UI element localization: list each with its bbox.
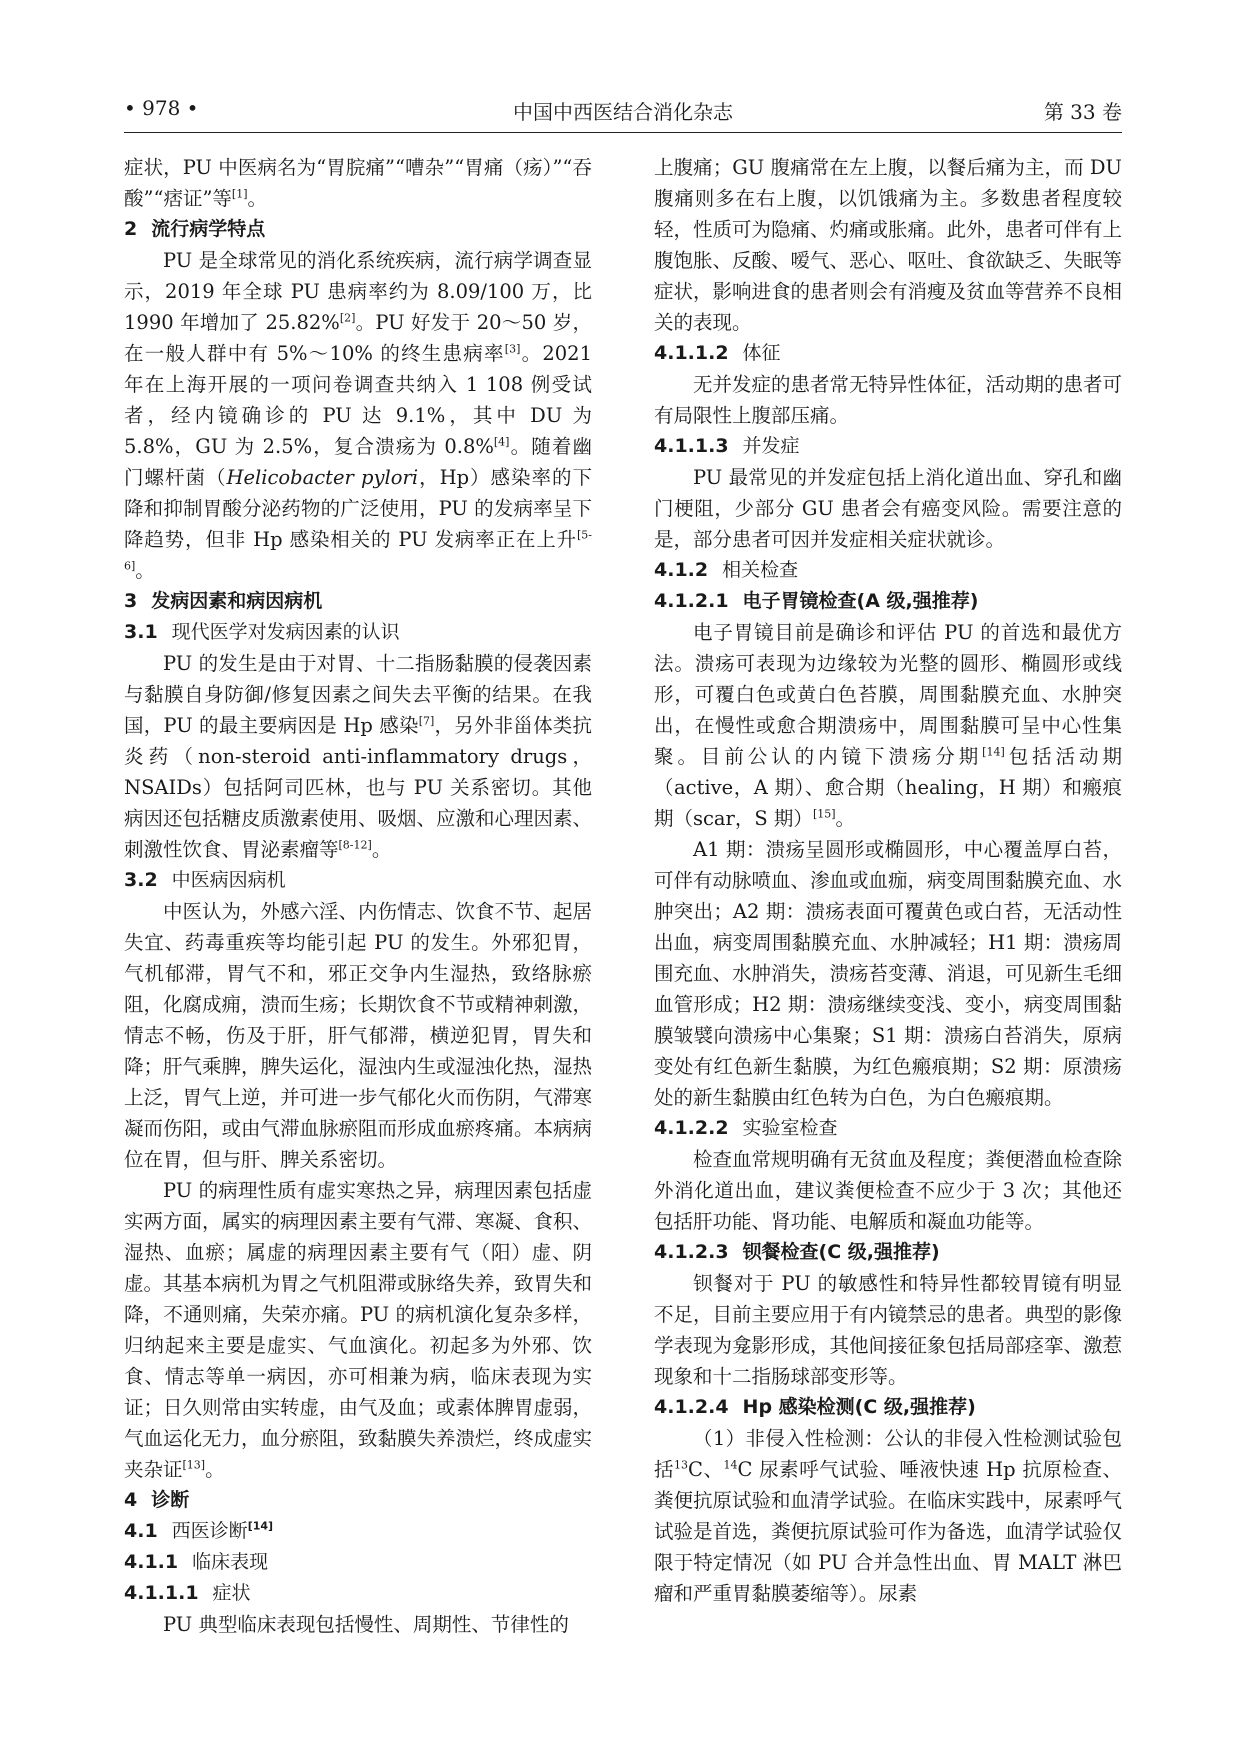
right-column bbox=[654, 152, 1122, 1609]
paragraph-epidemiology: PU 是全球常见的消化系统疾病，流行病学调查显示，2019 年全球 PU 患病率约为 8.09/100 万，比 1990 年增加了 25.82%[2]。PU 好发于 20～50 岁，在一般人群中有 5%～10% 的终生患病率[3]。2021 年在上海开展的一项问卷调查共纳入 1 108 例受试者，经内镜确诊的 PU 达 9.1%，其中 DU 为 5.8%，GU 为 2.5%，复合溃疡为 0.8%[4]。随着幽门螺杆菌（Helicobacter pylori，Hp）感染率的下降和抑制胃酸分泌药物的广泛使用，PU 的发病率呈下降趋势，但非 Hp 感染相关的 PU 发病率正在上升[5-6]。 bbox=[124, 249, 592, 582]
paragraph-signs: 无并发症的患者常无特异性体征，活动期的患者可有局限性上腹部压痛。 bbox=[654, 373, 1123, 427]
subsection-heading-4-1-1: 4.1.1 临床表现 bbox=[124, 1551, 269, 1573]
volume-label: 第 33 卷 bbox=[1043, 100, 1122, 124]
subsection-heading-4-1-2-2: 4.1.2.2 实验室检查 bbox=[654, 1117, 838, 1139]
paragraph-tcm-pathogenesis: 中医认为，外感六淫、内伤情志、饮食不节、起居失宜、药毒重疾等均能引起 PU 的发生。外邪犯胃，气机郁滞，胃气不和，邪正交争内生湿热，致络脉瘀阻，化腐成痈，溃而生疡；长期饮食不节或精神刺激，情志不畅，伤及于肝，肝气郁滞，横逆犯胃，胃失和降；肝气乘脾，脾失运化，湿浊内生或湿浊化热，湿热上泛，胃气上逆，并可进一步气郁化火而伤阴，气滞寒凝而伤阳，或由气滞血脉瘀阻而形成血瘀疼痛。本病病位在胃，但与肝、脾关系密切。 bbox=[124, 900, 593, 1171]
section-heading-2: 2 流行病学特点 bbox=[124, 218, 266, 240]
subsection-heading-3-2: 3.2 中医病因病机 bbox=[124, 869, 286, 891]
paragraph-lab-tests: 检查血常规明确有无贫血及程度；粪便潜血检查除外消化道出血，建议粪便检查不应少于 3 次；其他还包括肝功能、肾功能、电解质和凝血功能等。 bbox=[654, 1148, 1123, 1233]
subsection-heading-4-1-2-3: 4.1.2.3 钡餐检查(C 级,强推荐) bbox=[654, 1241, 940, 1263]
journal-name: 中国中西医结合消化杂志 bbox=[513, 100, 733, 124]
subsection-heading-4-1-1-2: 4.1.1.2 体征 bbox=[654, 342, 781, 364]
left-column bbox=[124, 152, 592, 1640]
subsection-heading-4-1-2-4: 4.1.2.4 Hp 感染检测(C 级,强推荐) bbox=[654, 1396, 976, 1418]
citation: [1] bbox=[231, 187, 248, 201]
subsection-heading-4-1-1-3: 4.1.1.3 并发症 bbox=[654, 435, 800, 457]
paragraph-hp-testing: （1）非侵入性检测：公认的非侵入性检测试验包括$^{13}$C、$^{14}$C 尿素呼气试验、唾液快速 Hp 抗原检查、粪便抗原试验和血清学试验。在临床实践中，尿素呼气试验是首选，粪便抗原试验可作为备选，血清学试验仅限于特定情况（如 PU 合并急性出血、胃 MALT 淋巴瘤和严重胃黏膜萎缩等）。尿素 bbox=[654, 1427, 1123, 1605]
paragraph-pathology-nature: PU 的病理性质有虚实寒热之异，病理因素包括虚实两方面，属实的病理因素主要有气滞、寒凝、食积、湿热、血瘀；属虚的病理因素主要有气（阳）虚、阴虚。其基本病机为胃之气机阻滞或脉络失养，致胃失和降，不通则痛，失荣亦痛。PU 的病机演化复杂多样，归纳起来主要是虚实、气血演化。初起多为外邪、饮食、情志等单一病因，亦可相兼为病，临床表现为实证；日久则常由实转虚，由气及血；或素体脾胃虚弱，气血运化无力，血分瘀阻，致黏膜失养溃烂，终成虚实夹杂证[13]。 bbox=[124, 1179, 593, 1481]
running-header bbox=[124, 96, 1122, 132]
paragraph-endoscopy: 电子胃镜目前是确诊和评估 PU 的首选和最优方法。溃疡可表现为边缘较为光整的圆形、椭圆形或线形，可覆白色或黄白色苔膜，周围黏膜充血、水肿突出，在慢性或愈合期溃疡中，周围黏膜可呈中心性集聚。目前公认的内镜下溃疡分期[14]包括活动期（active，A 期）、愈合期（healing，H 期）和瘢痕期（scar，S 期）[15]。 bbox=[654, 621, 1122, 830]
subsection-heading-3-1: 3.1 现代医学对发病因素的认识 bbox=[124, 621, 400, 643]
paragraph-tcm-names: 症状，PU 中医病名为“胃脘痛”“嘈杂”“胃痛（疡）”“吞酸”“痞证”等[1]。 bbox=[124, 156, 592, 210]
subsection-heading-4-1: 4.1 西医诊断[14] bbox=[124, 1519, 274, 1542]
paragraph-modern-etiology: PU 的发生是由于对胃、十二指肠黏膜的侵袭因素与黏膜自身防御/修复因素之间失去平衡的结果。在我国，PU 的最主要病因是 Hp 感染[7]，另外非甾体类抗炎药（non-steroid anti-inflammatory drugs，NSAIDs）包括阿司匹林，也与 PU 关系密切。其他病因还包括糖皮质激素使用、吸烟、应激和心理因素、刺激性饮食、胃泌素瘤等[8-12]。 bbox=[124, 652, 593, 861]
section-heading-4: 4 诊断 bbox=[124, 1489, 190, 1511]
paragraph-ulcer-stages: A1 期：溃疡呈圆形或椭圆形，中心覆盖厚白苔，可伴有动脉喷血、渗血或血痂，病变周围黏膜充血、水肿突出；A2 期：溃疡表面可覆黄色或白苔，无活动性出血，病变周围黏膜充血、水肿减轻；H1 期：溃疡周围充血、水肿消失，溃疡苔变薄、消退，可见新生毛细血管形成；H2 期：溃疡继续变浅、变小，病变周围黏膜皱襞向溃疡中心集聚；S1 期：溃疡白苔消失，原病变处有红色新生黏膜，为红色瘢痕期；S2 期：原溃疡处的新生黏膜由红色转为白色，为白色瘢痕期。 bbox=[654, 838, 1123, 1109]
subsection-heading-4-1-1-1: 4.1.1.1 症状 bbox=[124, 1582, 251, 1604]
page-number: • 978 • bbox=[124, 96, 199, 120]
section-heading-3: 3 发病因素和病因病机 bbox=[124, 590, 323, 612]
paragraph-barium: 钡餐对于 PU 的敏感性和特异性都较胃镜有明显不足，目前主要应用于有内镜禁忌的患者。典型的影像学表现为龛影形成，其他间接征象包括局部痉挛、激惹现象和十二指肠球部变形等。 bbox=[654, 1272, 1123, 1388]
paragraph-complications: PU 最常见的并发症包括上消化道出血、穿孔和幽门梗阻，少部分 GU 患者会有癌变风险。需要注意的是，部分患者可因并发症相关症状就诊。 bbox=[654, 466, 1122, 551]
paragraph-symptoms-start: PU 典型临床表现包括慢性、周期性、节律性的 bbox=[163, 1613, 569, 1636]
subsection-heading-4-1-2: 4.1.2 相关检查 bbox=[654, 559, 799, 581]
header-rule bbox=[124, 132, 1122, 133]
subsection-heading-4-1-2-1: 4.1.2.1 电子胃镜检查(A 级,强推荐) bbox=[654, 590, 979, 612]
paragraph-symptoms-cont: 上腹痛；GU 腹痛常在左上腹，以餐后痛为主，而 DU 腹痛则多在右上腹，以饥饿痛为主。多数患者程度较轻，性质可为隐痛、灼痛或胀痛。此外，患者可伴有上腹饱胀、反酸、嗳气、恶心、呕吐、食欲缺乏、失眠等症状，影响进食的患者则会有消瘦及贫血等营养不良相关的表现。 bbox=[654, 156, 1123, 334]
